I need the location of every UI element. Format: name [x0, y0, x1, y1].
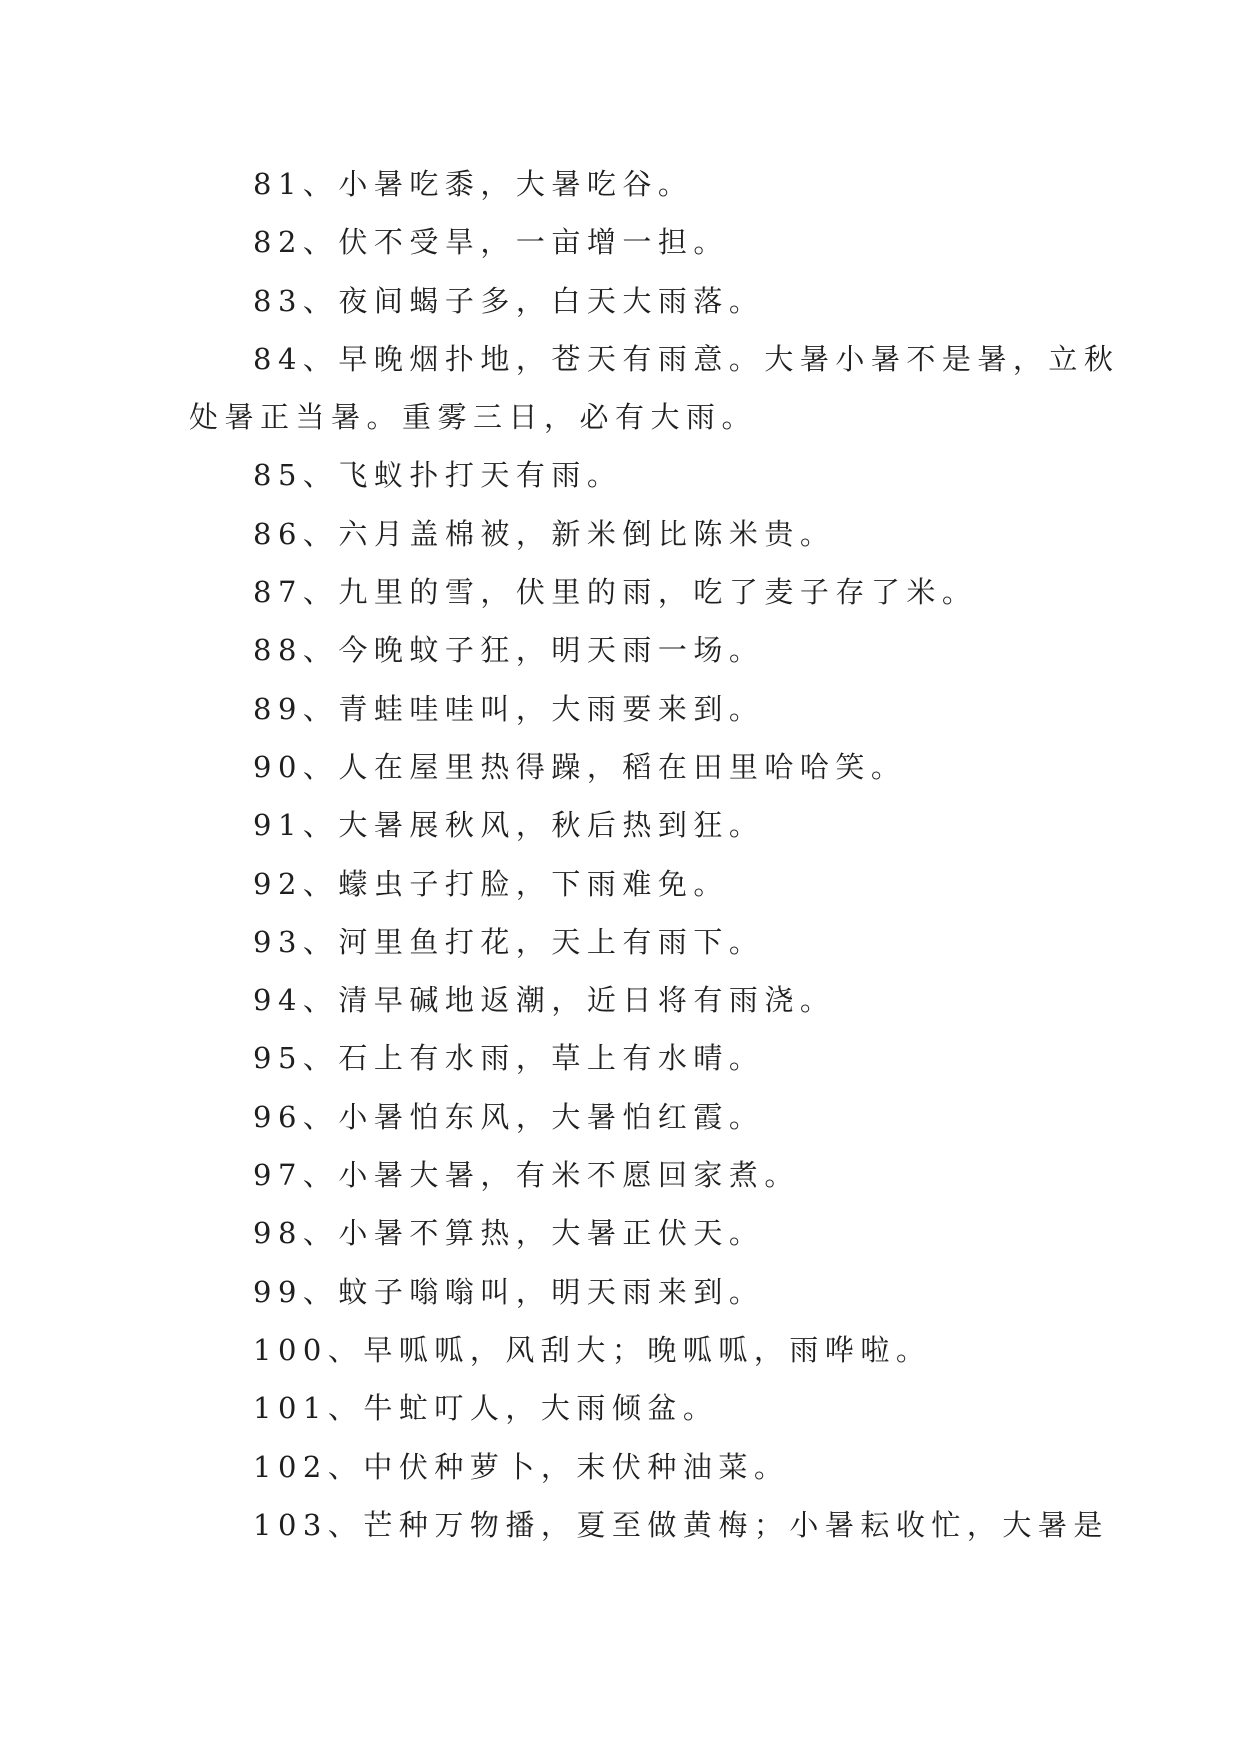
proverb-list — [189, 155, 1120, 1554]
proverb-100: 100、早呱呱，风刮大；晚呱呱，雨哗啦。 — [253, 1332, 932, 1367]
proverb-93: 93、河里鱼打花，天上有雨下。 — [253, 924, 765, 959]
proverb-90: 90、人在屋里热得躁，稻在田里哈哈笑。 — [253, 749, 907, 784]
proverb-99: 99、蚊子嗡嗡叫，明天雨来到。 — [253, 1274, 765, 1309]
proverb-94: 94、清早碱地返潮，近日将有雨浇。 — [253, 983, 836, 1018]
proverb-85: 85、飞蚁扑打天有雨。 — [253, 458, 623, 493]
proverb-83: 83、夜间蝎子多，白天大雨落。 — [253, 283, 765, 318]
proverb-88: 88、今晚蚊子狂，明天雨一场。 — [253, 633, 765, 668]
proverb-95: 95、石上有水雨，草上有水晴。 — [253, 1041, 765, 1076]
proverb-103: 103、芒种万物播，夏至做黄梅；小暑耘收忙，大暑是 — [253, 1507, 1109, 1542]
proverb-97: 97、小暑大暑，有米不愿回家煮。 — [253, 1158, 800, 1193]
proverb-89: 89、青蛙哇哇叫，大雨要来到。 — [253, 691, 765, 726]
proverb-84: 84、早晚烟扑地，苍天有雨意。大暑小暑不是暑，立秋 — [253, 341, 1120, 376]
proverb-102: 102、中伏种萝卜，末伏种油菜。 — [253, 1449, 790, 1484]
proverb-92: 92、蠓虫子打脸，下雨难免。 — [253, 866, 729, 901]
proverb-91: 91、大暑展秋风，秋后热到狂。 — [253, 808, 765, 843]
proverb-98: 98、小暑不算热，大暑正伏天。 — [253, 1216, 765, 1251]
proverb-82: 82、伏不受旱，一亩增一担。 — [253, 225, 729, 260]
proverb-84-continuation: 处暑正当暑。重雾三日，必有大雨。 — [189, 400, 758, 435]
proverb-87: 87、九里的雪，伏里的雨，吃了麦子存了米。 — [253, 575, 978, 610]
proverb-86: 86、六月盖棉被，新米倒比陈米贵。 — [253, 516, 836, 551]
proverb-101: 101、牛虻叮人，大雨倾盆。 — [253, 1391, 719, 1426]
proverb-96: 96、小暑怕东风，大暑怕红霞。 — [253, 1099, 765, 1134]
proverb-81: 81、小暑吃黍，大暑吃谷。 — [253, 167, 694, 201]
